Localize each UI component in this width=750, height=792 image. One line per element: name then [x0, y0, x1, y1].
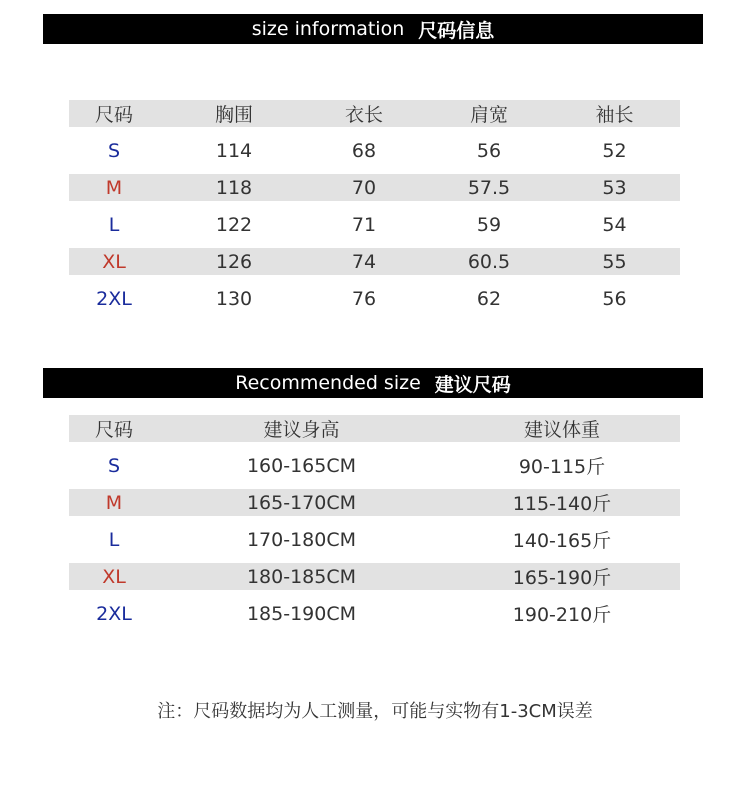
chest-value: 130 — [215, 287, 253, 310]
header-length: 衣长 — [344, 104, 383, 126]
banner-title-en: Recommended size — [235, 372, 421, 394]
recommended-size-table — [69, 415, 680, 627]
header-sleeve: 袖长 — [595, 104, 634, 126]
table-row — [69, 563, 680, 590]
size-information-banner — [43, 14, 703, 44]
size-label: 2XL — [96, 287, 132, 310]
length-value: 74 — [351, 250, 377, 273]
size-label: XL — [102, 250, 126, 273]
table-header-row — [69, 415, 680, 442]
table-row — [69, 452, 680, 479]
table-header-row — [69, 100, 680, 127]
height-value: 170-180CM — [246, 528, 357, 551]
header-size: 尺码 — [94, 104, 133, 126]
chest-value: 118 — [215, 176, 253, 199]
shoulder-value: 62 — [476, 287, 502, 310]
measurement-note: 注：尺码数据均为人工测量，可能与实物有1-3CM误差 — [157, 701, 593, 722]
weight-value: 115-140斤 — [512, 493, 612, 515]
weight-value: 165-190斤 — [512, 567, 612, 589]
weight-value: 140-165斤 — [512, 530, 612, 552]
table-row — [69, 248, 680, 275]
size-label: M — [105, 176, 123, 199]
size-label: S — [107, 139, 121, 162]
length-value: 70 — [351, 176, 377, 199]
shoulder-value: 56 — [476, 139, 502, 162]
shoulder-value: 57.5 — [467, 176, 511, 199]
shoulder-value: 60.5 — [467, 250, 511, 273]
size-label: S — [107, 454, 121, 477]
header-shoulder: 肩宽 — [469, 104, 508, 126]
size-label: 2XL — [96, 602, 132, 625]
recommended-size-banner — [43, 368, 703, 398]
table-row — [69, 526, 680, 553]
header-chest: 胸围 — [214, 104, 253, 126]
chest-value: 126 — [215, 250, 253, 273]
shoulder-value: 59 — [476, 213, 502, 236]
sleeve-value: 52 — [602, 139, 627, 162]
chest-value: 114 — [215, 139, 253, 162]
table-row — [69, 211, 680, 238]
banner-title-zh: 尺码信息 — [418, 19, 495, 42]
length-value: 76 — [351, 287, 377, 310]
height-value: 185-190CM — [246, 602, 357, 625]
banner-title-en: size information — [251, 18, 405, 40]
size-label: L — [108, 213, 120, 236]
size-label: M — [105, 491, 123, 514]
height-value: 160-165CM — [246, 454, 357, 477]
sleeve-value: 54 — [602, 213, 627, 236]
length-value: 71 — [351, 213, 377, 236]
height-value: 180-185CM — [246, 565, 357, 588]
size-information-table — [69, 100, 680, 312]
length-value: 68 — [351, 139, 377, 162]
table-row — [69, 489, 680, 516]
header-size: 尺码 — [94, 419, 133, 441]
sleeve-value: 53 — [602, 176, 627, 199]
header-weight: 建议体重 — [523, 419, 600, 441]
header-height: 建议身高 — [263, 419, 340, 441]
sleeve-value: 55 — [602, 250, 627, 273]
chest-value: 122 — [215, 213, 253, 236]
banner-title-zh: 建议尺码 — [434, 373, 511, 396]
sleeve-value: 56 — [602, 287, 627, 310]
size-label: L — [108, 528, 120, 551]
table-row — [69, 285, 680, 312]
weight-value: 90-115斤 — [518, 456, 606, 478]
table-row — [69, 137, 680, 164]
size-label: XL — [102, 565, 126, 588]
weight-value: 190-210斤 — [512, 604, 612, 626]
table-row — [69, 174, 680, 201]
height-value: 165-170CM — [246, 491, 357, 514]
table-row — [69, 600, 680, 627]
